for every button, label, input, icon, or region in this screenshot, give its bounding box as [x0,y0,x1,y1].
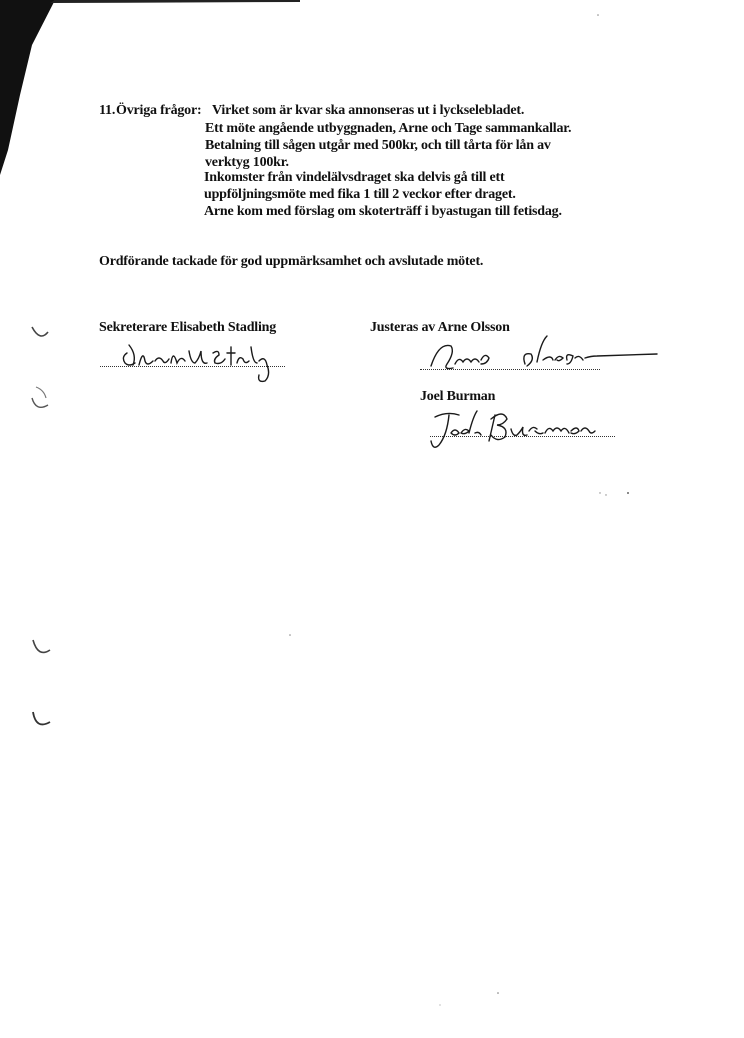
adjuster-handwritten-signature [425,330,665,380]
section-line-2: Ett möte angående utbyggnaden, Arne och Tage sammankallar. [205,121,572,136]
second-adjuster-handwritten-signature [425,405,615,455]
section-line-5: Inkomster från vindelälvsdraget ska delvis gå till ett [204,170,505,185]
second-adjuster-label: Joel Burman [420,389,496,404]
section-line-6: uppföljningsmöte med fika 1 till 2 veckor efter draget. [204,187,516,202]
section-line-7: Arne kom med förslag om skoterträff i byastugan till fetisdag. [204,204,562,219]
secretary-handwritten-signature [115,335,295,385]
section-line-3: Betalning till sågen utgår med 500kr, och till tårta för lån av [205,138,551,153]
secretary-signature-line [100,366,285,367]
section-line-1: Virket som är kvar ska annonseras ut i lyckselebladet. [212,103,525,118]
adjuster-label: Justeras av Arne Olsson [370,320,510,335]
secretary-label: Sekreterare Elisabeth Stadling [99,320,277,335]
section-line-4: verktyg 100kr. [205,155,289,170]
punch-hole-marks [0,0,80,1038]
second-adjuster-signature-line [430,436,615,437]
section-heading: Övriga frågor: [116,103,202,118]
adjuster-signature-line [420,369,600,370]
section-number: 11. [99,103,116,118]
closing-statement: Ordförande tackade för god uppmärksamhet och avslutade mötet. [99,254,484,269]
